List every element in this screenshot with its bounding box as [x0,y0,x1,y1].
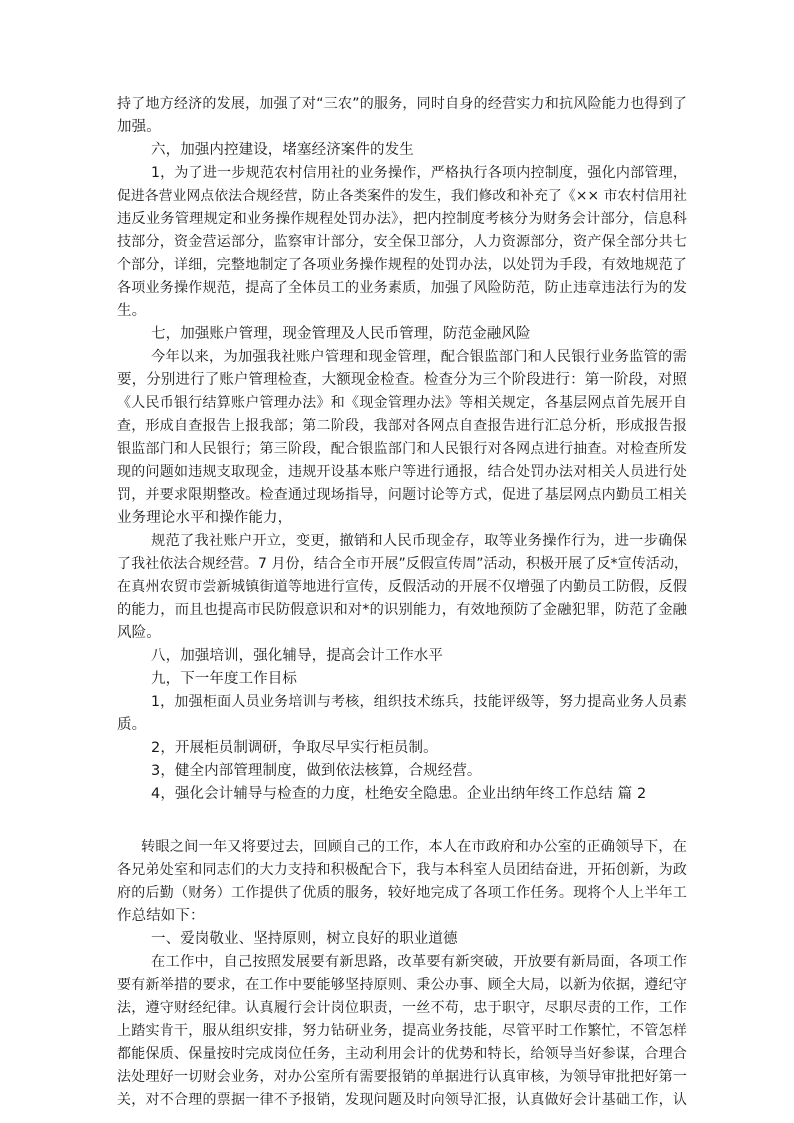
text-line: 生。 [117,303,147,319]
text-line: 的能力，而且也提高市民防假意识和对*的识别能力，有效地预防了金融犯罪，防范了金融 [117,602,687,618]
text-line: 府的后勤（财务）工作提供了优质的服务，较好地完成了各项工作任务。现将个人上半年工 [117,885,687,901]
text-line: 1，加强柜面人员业务培训与考核，组织技术练兵，技能评级等，努力提高业务人员素 [151,694,687,710]
text-line: 转眼之间一年又将要过去，回顾自己的工作，本人在市政府和办公室的正确领导下，在 [141,839,687,855]
text-line: 上踏实肯干，服从组织安排，努力钻研业务，提高业务技能，尽管平时工作繁忙，不管怎样 [117,1023,687,1039]
text-line: 今年以来，为加强我社账户管理和现金管理，配合银监部门和人民银行业务监管的需 [151,349,687,365]
text-line: 2，开展柜员制调研，争取尽早实行柜员制。 [151,740,438,756]
text-line: 要，分别进行了账户管理检查，大额现金检查。检查分为三个阶段进行：第一阶段，对照 [117,372,687,388]
text-line: 《人民币银行结算账户管理办法》和《现金管理办法》等相关规定，各基层网点首先展开自 [117,395,687,411]
text-line: 现的问题如违规支取现金，违规开设基本账户等进行通报，结合处罚办法对相关人员进行处 [117,464,687,480]
text-line: 质。 [117,717,147,733]
text-line: 4，强化会计辅导与检查的力度，杜绝安全隐患。企业出纳年终工作总结 篇 2 [151,786,647,802]
text-line: 银监部门和人民银行；第三阶段，配合银监部门和人民银行对各网点进行抽查。对检查所发 [117,441,687,457]
text-line: 加强。 [117,119,161,135]
text-line: 查，形成自查报告上报我部；第二阶段，我部对各网点自查报告进行汇总分析，形成报告报 [117,418,687,434]
text-line: 法处理好一切财会业务，对办公室所有需要报销的单据进行认真审核，为领导审批把好第一 [117,1069,687,1085]
section-heading: 一、爱岗敬业、坚持原则，树立良好的职业道德 [151,931,458,947]
text-line: 促进各营业网点依法合规经营，防止各类案件的发生，我们修改和补充了《×× 市农村信用社 [117,188,687,204]
text-line: 技部分，资金营运部分，监察审计部分，安全保卫部分，人力资源部分，资产保全部分共七 [117,234,687,250]
text-line: 业务理论水平和操作能力， [117,510,293,526]
text-line: 都能保质、保量按时完成岗位任务，主动利用会计的优势和特长，给领导当好参谋，合理合 [117,1046,687,1062]
text-line: 持了地方经济的发展，加强了对“三农”的服务，同时自身的经营实力和抗风险能力也得到了 [117,96,687,112]
section-heading: 九，下一年度工作目标 [151,671,297,687]
text-line: 各项业务操作规范，提高了全体员工的业务素质，加强了风险防范，防止违章违法行为的发 [117,280,687,296]
text-line: 规范了我社账户开立，变更，撤销和人民币现金存，取等业务操作行为，进一步确保 [151,533,687,549]
section-heading: 六，加强内控建设，堵塞经济案件的发生 [151,142,414,158]
text-line: 罚，并要求限期整改。检查通过现场指导，问题讨论等方式，促进了基层网点内勤员工相关 [117,487,687,503]
section-heading: 七，加强账户管理，现金管理及人民币管理，防范金融风险 [151,326,531,342]
text-line: 3，健全内部管理制度，做到依法核算，合规经营。 [151,763,482,779]
text-line: 要有新举措的要求，在工作中要能够坚持原则、秉公办事、顾全大局，以新为依据，遵纪守 [117,977,687,993]
text-line: 在真州农贸市尝新城镇街道等地进行宣传，反假活动的开展不仅增强了内勤员工防假，反假 [117,579,687,595]
text-line: 关，对不合理的票据一律不予报销，发现问题及时向领导汇报，认真做好会计基础工作，认 [117,1092,687,1108]
text-line: 在工作中，自己按照发展要有新思路，改革要有新突破，开放要有新局面，各项工作 [151,954,687,970]
text-line: 了我社依法合规经营。7 月份，结合全市开展”反假宣传周”活动，积极开展了反*宣传活动， [117,556,689,572]
text-line: 风险。 [117,625,161,641]
text-line: 1，为了进一步规范农村信用社的业务操作，严格执行各项内控制度，强化内部管理， [151,165,687,181]
text-line: 法，遵守财经纪律。认真履行会计岗位职责，一丝不苟，忠于职守，尽职尽责的工作，工作 [117,1000,687,1016]
text-line: 作总结如下： [117,908,205,924]
text-line: 违反业务管理规定和业务操作规程处罚办法》，把内控制度考核分为财务会计部分，信息科 [117,211,687,227]
text-line: 各兄弟处室和同志们的大力支持和积极配合下，我与本科室人员团结奋进，开拓创新，为政 [117,862,687,878]
section-heading: 八，加强培训，强化辅导，提高会计工作水平 [151,648,443,664]
text-line: 个部分，详细，完整地制定了各项业务操作规程的处罚办法，以处罚为手段，有效地规范了 [117,257,687,273]
